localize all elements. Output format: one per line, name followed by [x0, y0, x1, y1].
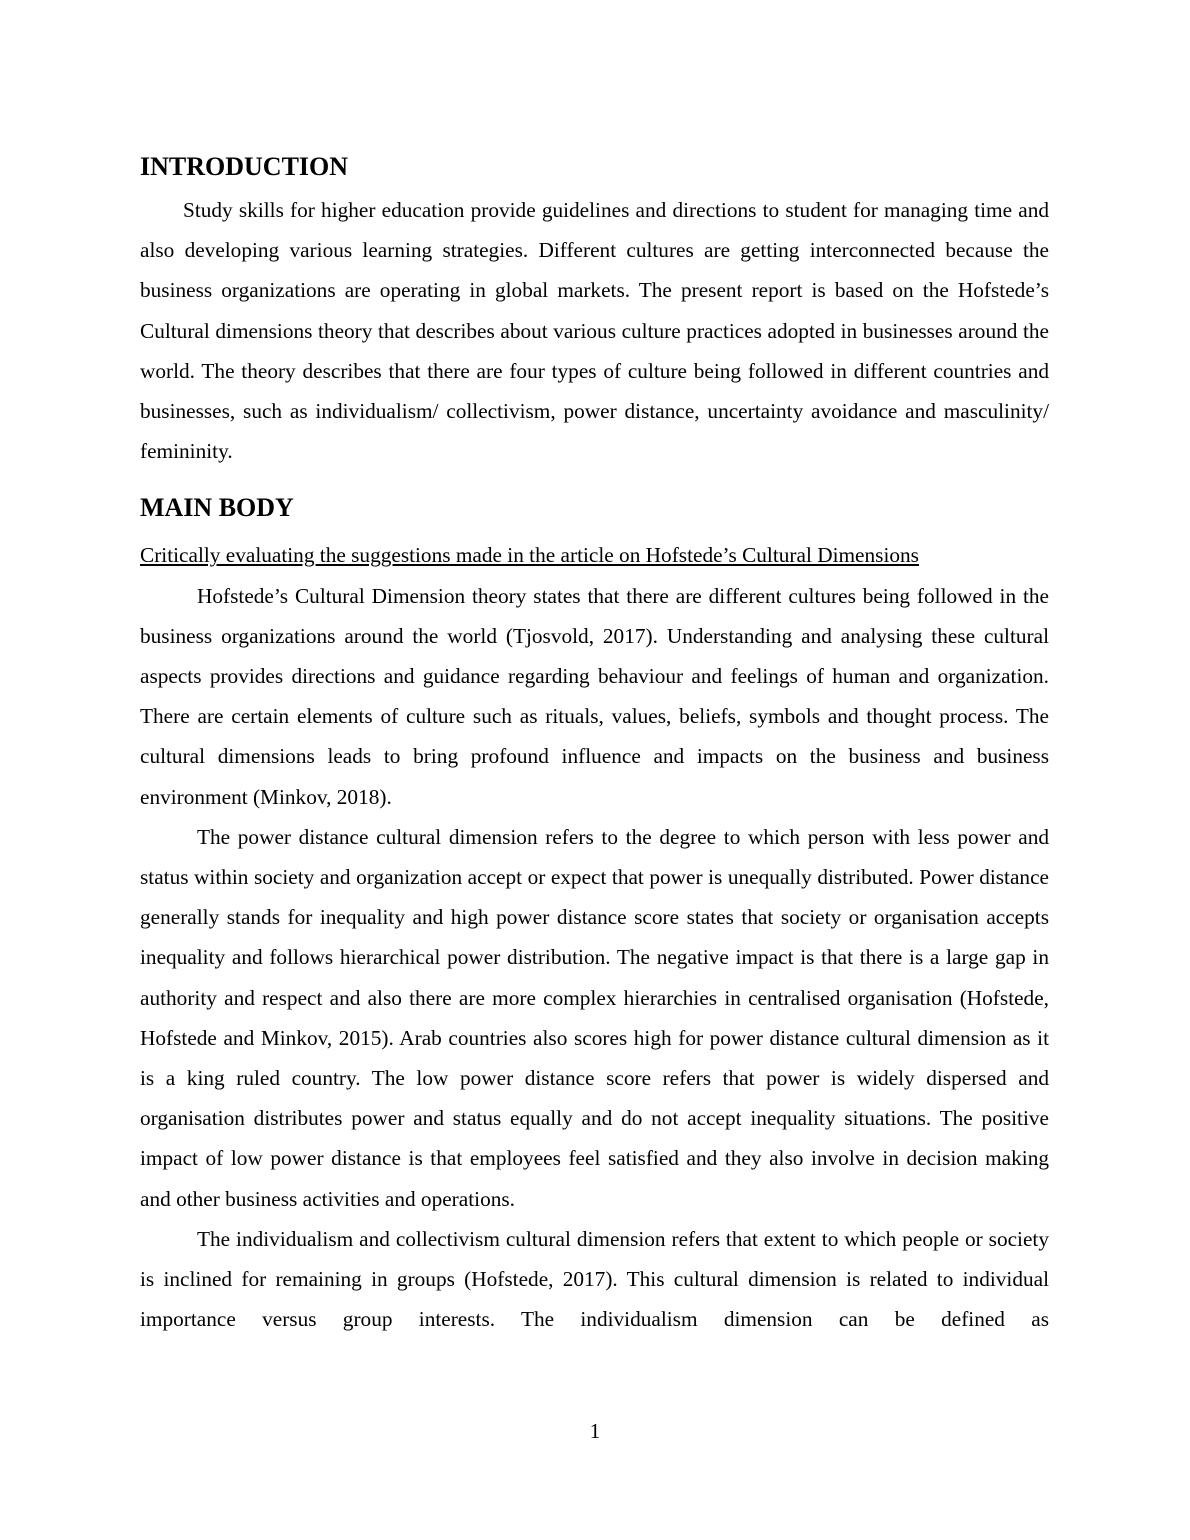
page-number: 1	[589, 1419, 601, 1443]
body-paragraph-1: Hofstede’s Cultural Dimension theory states that there are different cultures being followed in the business organizations around the world (Tjosvold, 2017). Understanding and analysing these cultural aspects provides directions and guidance regarding behaviour and feelings of human and organization. There are certain elements of culture such as rituals, values, beliefs, symbols and thought process. The cultural dimensions leads to bring profound influence and impacts on the business and business environment (Minkov, 2018).	[140, 583, 1049, 809]
body-paragraph-2: The power distance cultural dimension refers to the degree to which person with less power and status within society and organization accept or expect that power is unequally distributed. Power distance generally stands for inequality and high power distance score states that society or organisation accepts inequality and follows hierarchical power distribution. The negative impact is that there is a large gap in authority and respect and also there are more complex hierarchies in centralised organisation (Hofstede, Hofstede and Minkov, 2015). Arab countries also scores high for power distance cultural dimension as it is a king ruled country. The low power distance score refers that power is widely dispersed and organisation distributes power and status equally and do not accept inequality situations. The positive impact of low power distance is that employees feel satisfied and they also involve in decision making and other business activities and operations.	[140, 824, 1049, 1211]
body-paragraph-3: The individualism and collectivism cultural dimension refers that extent to which people or society is inclined for remaining in groups (Hofstede, 2017). This cultural dimension is related to individual importance versus group interests. The individualism dimension can be defined as	[140, 1226, 1049, 1332]
document-page	[140, 150, 1049, 1339]
main-body-heading: MAIN BODY	[140, 493, 294, 523]
section-subheading: Critically evaluating the suggestions made in the article on Hofstede’s Cultural Dimensions	[140, 543, 919, 568]
introduction-paragraph: Study skills for higher education provide guidelines and directions to student for managing time and also developing various learning strategies. Different cultures are getting interconnected because the business organizations are operating in global markets. The present report is based on the Hofstede’s Cultural dimensions theory that describes about various culture practices adopted in businesses around the world. The theory describes that there are four types of culture being followed in different countries and businesses, such as individualism/ collectivism, power distance, uncertainty avoidance and masculinity/ femininity.	[140, 198, 1049, 464]
introduction-heading: INTRODUCTION	[140, 152, 349, 181]
